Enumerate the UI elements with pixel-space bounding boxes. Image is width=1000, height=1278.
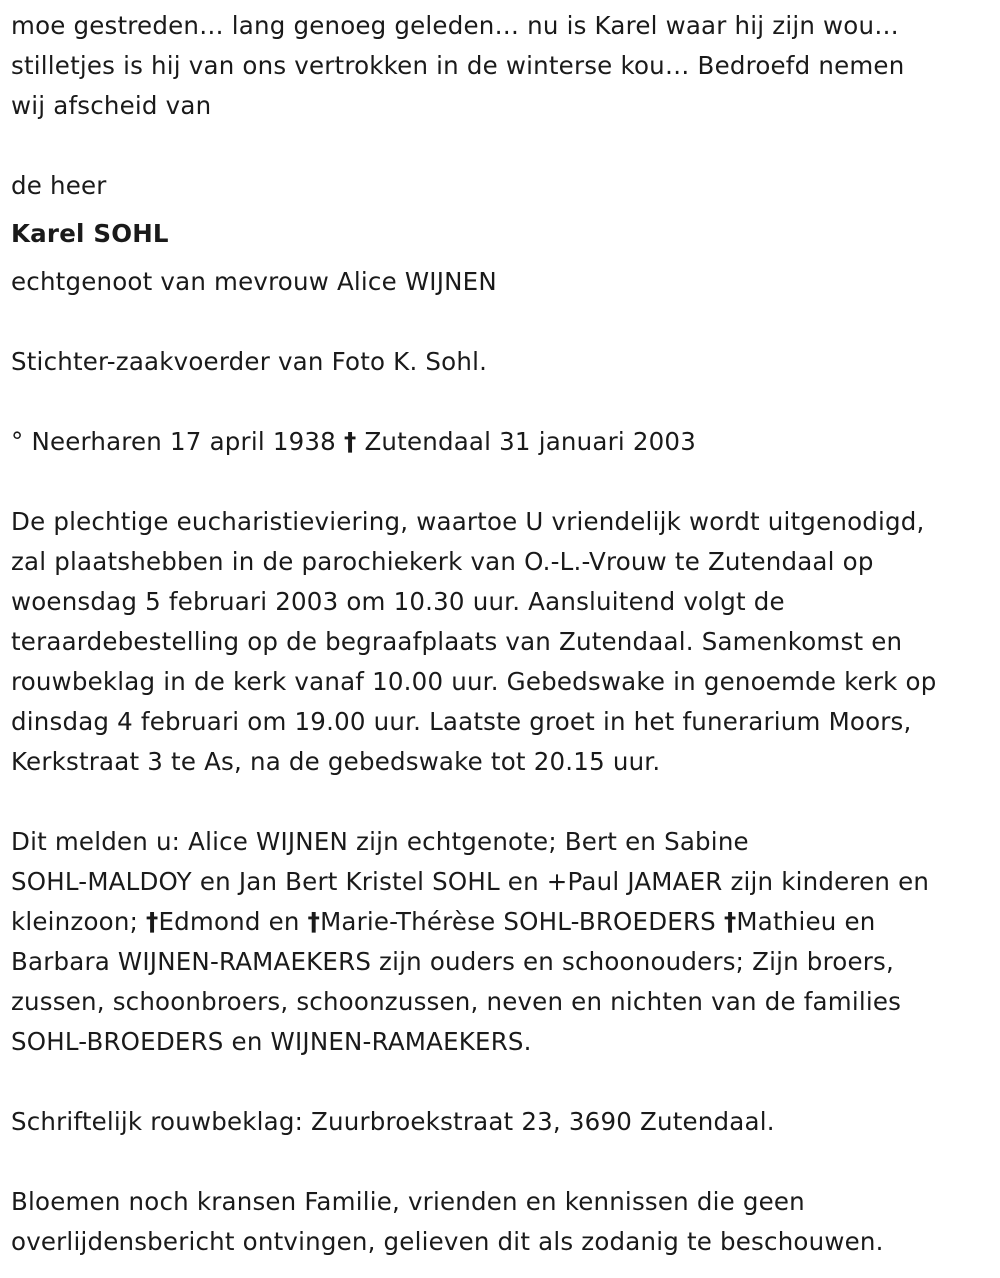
family-line: SOHL-MALDOY en Jan Bert Kristel SOHL en +Paul JAMAER zijn kinderen en	[11, 867, 930, 896]
family-line	[11, 902, 990, 942]
flowers-line: overlijdensbericht ontvingen, gelieven dit als zodanig te beschouwen.	[11, 1227, 884, 1256]
family-text: Marie-Thérèse SOHL-BROEDERS	[320, 907, 724, 936]
ceremony-line: Kerkstraat 3 te As, na de gebedswake tot 20.15 uur.	[11, 747, 661, 776]
flowers-line: Bloemen noch kransen Familie, vrienden en kennissen die geen	[11, 1187, 805, 1216]
flowers-paragraph	[11, 1182, 990, 1262]
family-line: SOHL-BROEDERS en WIJNEN-RAMAEKERS.	[11, 1027, 532, 1056]
family-line: Barbara WIJNEN-RAMAEKERS zijn ouders en schoonouders; Zijn broers,	[11, 947, 894, 976]
ceremony-paragraph	[11, 502, 990, 782]
cross-icon: †	[723, 907, 737, 936]
ceremony-line: rouwbeklag in de kerk vanaf 10.00 uur. Gebedswake in genoemde kerk op	[11, 667, 937, 696]
ceremony-line: dinsdag 4 februari om 19.00 uur. Laatste groet in het funerarium Moors,	[11, 707, 912, 736]
family-text: Mathieu en	[736, 907, 876, 936]
ceremony-line: zal plaatshebben in de parochiekerk van O.-L.-Vrouw te Zutendaal op	[11, 547, 874, 576]
intro-line: moe gestreden… lang genoeg geleden… nu is Karel waar hij zijn wou…	[11, 11, 899, 40]
intro-line: stilletjes is hij van ons vertrokken in de winterse kou… Bedroefd nemen	[11, 51, 905, 80]
cross-icon: †	[146, 907, 159, 936]
family-line: Dit melden u: Alice WIJNEN zijn echtgenote; Bert en Sabine	[11, 827, 749, 856]
deceased-name: Karel SOHL	[11, 219, 169, 248]
ceremony-line: teraardebestelling op de begraafplaats van Zutendaal. Samenkomst en	[11, 627, 903, 656]
family-line: zussen, schoonbroers, schoonzussen, neven en nichten van de families	[11, 987, 902, 1016]
cross-icon: †	[307, 907, 321, 936]
ceremony-line: De plechtige eucharistieviering, waartoe U vriendelijk wordt uitgenodigd,	[11, 507, 925, 536]
family-text: kleinzoon;	[11, 907, 147, 936]
family-paragraph	[11, 822, 990, 1062]
salutation: de heer	[11, 171, 107, 200]
family-text: Edmond en	[158, 907, 308, 936]
life-dates	[11, 422, 990, 462]
death-info: Zutendaal 31 januari 2003	[364, 427, 697, 456]
intro-line: wij afscheid van	[11, 91, 212, 120]
intro-poem	[11, 0, 990, 126]
condolence-address: Schriftelijk rouwbeklag: Zuurbroekstraat 23, 3690 Zutendaal.	[11, 1107, 775, 1136]
ceremony-line: woensdag 5 februari 2003 om 10.30 uur. Aansluitend volgt de	[11, 587, 785, 616]
spouse-line: echtgenoot van mevrouw Alice WIJNEN	[11, 267, 497, 296]
birth-info: ° Neerharen 17 april 1938	[11, 427, 336, 456]
occupation: Stichter-zaakvoerder van Foto K. Sohl.	[11, 347, 488, 376]
cross-icon: †	[343, 427, 357, 456]
